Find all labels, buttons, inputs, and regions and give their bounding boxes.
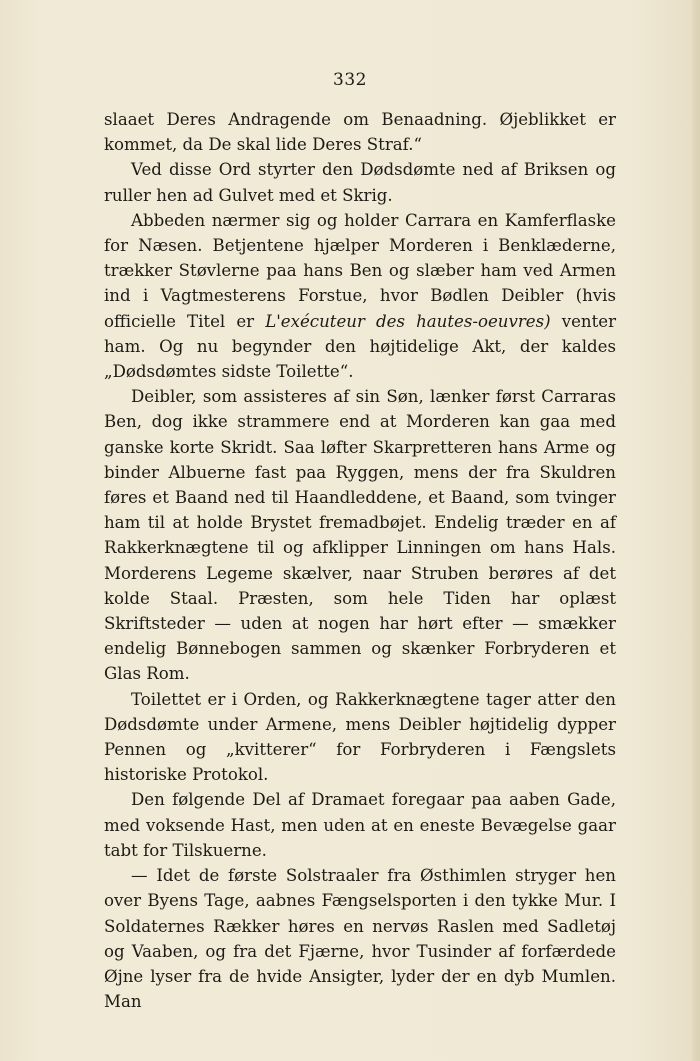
paragraph-3-text-before: Abbeden nærmer sig og holder Carrara en Kamferflaske for Næsen. Betjentene hjælper Morderen i Benklæderne, trækker Støvlerne paa hans Ben og slæber ham ved Armen ind i Vagtmesterens Forstue, hvor Bødlen Deibler (hvis officielle Titel er [104,210,616,331]
paragraph-7: — Idet de første Solstraaler fra Østhimlen stryger hen over Byens Tage, aabnes Fængselsporten i den tykke Mur. I Soldaternes Rækker høres en nervøs Raslen med Sadletøj og Vaaben, og fra det Fjærne, hvor Tusinder af forfærdede Øjne lyser fra de hvide Ansigter, lyder der en dyb Mumlen. Man [104,866,616,1012]
paragraph-2: Ved disse Ord styrter den Dødsdømte ned af Briksen og ruller hen ad Gulvet med et Skrig. [104,160,616,205]
paragraph-5: Toilettet er i Orden, og Rakkerknægtene tager atter den Dødsdømte under Armene, mens Deibler højtidelig dypper Pennen og „kvitterer“ for Forbryderen i Fængslets historiske Protokol. [104,689,616,785]
paragraph-3-text-after: venter ham. Og nu begynder den højtidelige Akt, der kaldes „Dødsdømtes sidste Toilette“. [104,311,616,382]
paragraph-6: Den følgende Del af Dramaet foregaar paa aaben Gade, med voksende Hast, men uden at en eneste Bevægelse gaar tabt for Tilskuerne. [104,790,616,860]
page-edge [692,0,700,1061]
italic-title-phrase: L'exécuteur des hautes-oeuvres) [265,311,551,331]
paragraph-1: slaaet Deres Andragende om Benaadning. Øjeblikket er kommet, da De skal lide Deres Straf.“ [104,110,616,155]
paragraph-3 [104,208,616,384]
body-text [104,107,616,1014]
page-number: 332 [333,70,367,90]
paragraph-4: Deibler, som assisteres af sin Søn, lænker først Carraras Ben, dog ikke strammere end at Morderen kan gaa med ganske korte Skridt. Saa løfter Skarpretteren hans Arme og binder Albuerne fast paa Ryggen, mens der fra Skuldren føres et Baand ned til Haandleddene, et Baand, som tvinger ham til at holde Brystet fremadbøjet. Endelig træder en af Rakkerknægtene til og afklipper Linningen om hans Hals. Morderens Legeme skælver, naar Struben berøres af det kolde Staal. Præsten, som hele Tiden har oplæst Skriftsteder — uden at nogen har hørt efter — smækker endelig Bønnebogen sammen og skænker Forbryderen et Glas Rom. [104,387,616,684]
